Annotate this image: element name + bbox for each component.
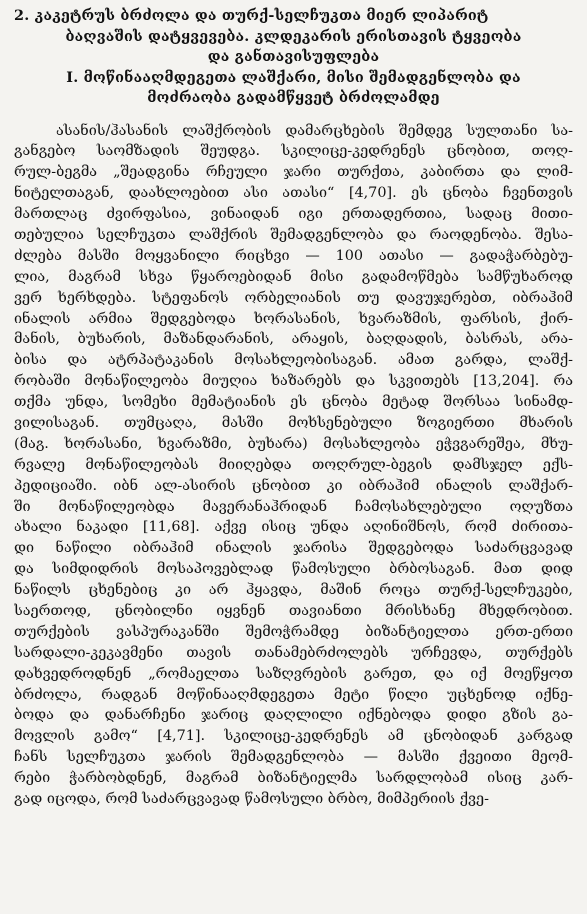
text-line: ძლება მასში მოყვანილი რიცხვი — 100 ათასი — გადაჭარბებუ- — [14, 247, 573, 264]
text-line: დი ნაწილი იბრაჰიმ ინალის ჯარისა შედგებოდა საძარცვავად — [14, 540, 573, 557]
text-line: ასანის/ჰასანის ლაშქრობის დამარცხების შემდეგ სულთანი სა- — [56, 122, 573, 139]
text-line: და სიმდიდრის მოსაპოვებლად წამოსული ბრბოსაგან. მათ დიდ — [14, 561, 573, 578]
text-line: ინალის არმია შედგებოდა ხორასანის, ხვარაზმის, ფარსის, ქირ- — [14, 310, 573, 327]
text-line: თქმა უნდა, სომეხი მემატიანის ეს ცნობა მეტად შორსაა სინამდ- — [14, 394, 573, 411]
section-heading — [14, 6, 573, 109]
text-line: ში მონაწილეობდა მავერანაჰრიდან ჩამოსახლებული ოღუზთა — [14, 498, 573, 515]
text-line: მართლაც ძვირფასია, ვინაიდან იგი ერთადერთია, სადაც მითი- — [14, 206, 573, 223]
text-line: ბოდა და დანარჩენი ჯარიც დაღლილი იქნებოდა დიდი გზის გა- — [14, 707, 573, 724]
text-line: სარდალი-კეკავმენი თავის თანამებრძოლებს ურჩევდა, თურქებს — [14, 644, 573, 661]
heading-line: ბაღვაშის დატყვევება. კლდეკარის ერისთავის ტყვეობა — [65, 27, 522, 45]
text-line: თურქების ვასპურაკანში შემოჭრამდე ბიზანტიელთა ერთ-ერთი — [14, 623, 573, 640]
text-line: რვალე მონაწილეობას მიიღებდა თოღრულ-ბეგის დამსჯელ ექს- — [14, 456, 573, 473]
text-line: ბრძოლა, რადგან მოწინააღმდეგეთა მეტი წილი უცხენოდ იქნე- — [14, 686, 573, 703]
text-line: თებულია სელჩუკთა ლაშქრის შემადგენლობა და რაოდენობა. შესა- — [14, 226, 573, 243]
text-line: ნაწილს ცხენებიც კი არ ჰყავდა, მაშინ როცა თურქ-სელჩუკები, — [14, 582, 573, 599]
text-line: რობაში მონაწილეობა მიუღია ხაზარებს და სკვითებს [13,204]. რა — [14, 373, 573, 390]
text-line: მანის, ბუხარის, მაზანდარანის, არაყის, ბაღდადის, ბასრას, არა- — [14, 331, 573, 348]
text-line: ვილისაგან. თუმცაღა, მასში მოხსენებული ზოგიერთი მხარის — [14, 414, 573, 431]
body-paragraph — [14, 121, 573, 810]
text-line: საერთოდ, ცნობილნი იყვნენ თავიანთი მრისხანე მხედრობით. — [14, 602, 573, 619]
text-line: რები ჭარბობდნენ, მაგრამ ბიზანტიელმა სარდლობამ ისიც კარ- — [14, 770, 573, 787]
text-line: მოვლის გამო“ [4,71]. სკილიცე-კედრენეს ამ ცნობიდან კარგად — [14, 728, 573, 745]
text-line: განგებო საომზადის შეუდგა. სკილიცე-კედრენეს ცნობით, თოღ- — [14, 143, 573, 160]
heading-line: და განთავისუფლება — [207, 48, 380, 65]
text-line: ლია, მაგრამ სხვა წყაროებიდან მისი გადამოწმება სამწუხაროდ — [14, 268, 573, 285]
text-line: ახალი ნაკადი [11,68]. აქვე ისიც უნდა აღინიშნოს, რომ ძირითა- — [14, 519, 573, 536]
heading-line: მოძრაობა გადამწყვეტ ბრძოლამდე — [147, 89, 440, 106]
heading-line: 2. კაკეტრუს ბრძოლა და თურქ-სელჩუკთა მიერ ლიპარიტ — [14, 7, 489, 24]
heading-line: I. მოწინააღმდეგეთა ლაშქარი, მისი შემადგენლობა და — [66, 68, 521, 86]
text-line: ბისა და ატრპატაკანის მოსახლეობისაგან. ამათ გარდა, ლაშქ- — [14, 352, 573, 369]
text-line: რულ-ბეგმა „შეადგინა რჩეული ჯარი თურქთა, კაბირთა და ლიმ- — [14, 164, 573, 181]
text-line: გად იცოდა, რომ საძარცვავად წამოსული ბრბო, მიმპერიის ქვე- — [14, 791, 489, 807]
text-line: ვერ ხერხდება. სტეფანოს ორბელიანის თუ დავუჯერებთ, იბრაჰიმ — [14, 289, 573, 306]
text-line: დახვედროდნენ „რომაელთა საზღვრების გარეთ, და იქ მოეწყოთ — [14, 665, 573, 682]
text-line: (მაგ. ხორასანი, ხვარაზმი, ბუხარა) მოსახლეობა ეჭვგარეშეა, მხუ- — [14, 435, 573, 452]
text-line: ნიტელთაგან, დაახლოებით ასი ათასი“ [4,70]. ეს ცნობა ჩვენთვის — [14, 185, 573, 202]
text-line: პედიციაში. იბნ ალ-ასირის ცნობით კი იბრაჰიმ ინალის ლაშქარ- — [14, 477, 573, 494]
text-line: ჩანს სელჩუკთა ჯარის შემადგენლობა — მასში ქვეითი მეომ- — [14, 749, 573, 766]
